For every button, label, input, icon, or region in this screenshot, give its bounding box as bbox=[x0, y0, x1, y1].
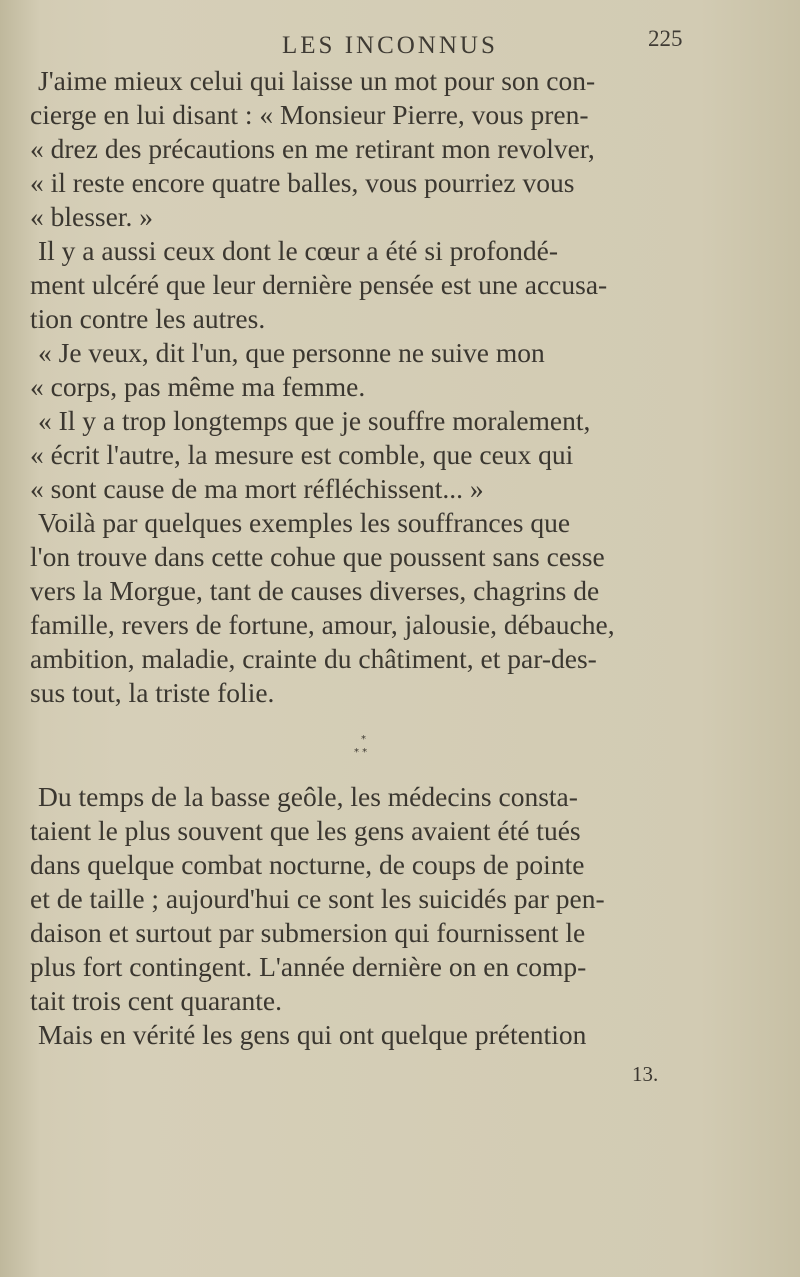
text-line: dans quelque combat nocturne, de coups de pointe bbox=[30, 849, 585, 880]
text-line: Du temps de la basse geôle, les médecins consta- bbox=[38, 781, 578, 812]
text-line: tait trois cent quarante. bbox=[30, 985, 282, 1016]
running-title: LES INCONNUS bbox=[282, 32, 498, 59]
text-line: « corps, pas même ma femme. bbox=[30, 371, 366, 402]
text-line: « écrit l'autre, la mesure est comble, que ceux qui bbox=[30, 439, 574, 470]
page-number: 225 bbox=[648, 26, 683, 51]
text-line: et de taille ; aujourd'hui ce sont les suicidés par pen- bbox=[30, 883, 605, 914]
text-line: Mais en vérité les gens qui ont quelque prétention bbox=[38, 1019, 587, 1050]
text-line: « drez des précautions en me retirant mon revolver, bbox=[30, 133, 595, 164]
section-separator-bottom: * * bbox=[354, 747, 368, 758]
text-line: cierge en lui disant : « Monsieur Pierre, vous pren- bbox=[30, 99, 589, 130]
text-line: taient le plus souvent que les gens avaient été tués bbox=[30, 815, 581, 846]
text-line: ment ulcéré que leur dernière pensée est une accusa- bbox=[30, 269, 608, 300]
text-line: J'aime mieux celui qui laisse un mot pour son con- bbox=[38, 65, 596, 96]
text-line: famille, revers de fortune, amour, jalousie, débauche, bbox=[30, 609, 615, 640]
running-head bbox=[0, 26, 800, 66]
text-line: plus fort contingent. L'année dernière on en comp- bbox=[30, 951, 587, 982]
text-line: « Il y a trop longtemps que je souffre moralement, bbox=[38, 405, 591, 436]
text-line: vers la Morgue, tant de causes diverses, chagrins de bbox=[30, 575, 600, 606]
text-line: ambition, maladie, crainte du châtiment, et par-des- bbox=[30, 643, 597, 674]
signature-mark: 13. bbox=[632, 1062, 659, 1086]
text-line: l'on trouve dans cette cohue que poussent sans cesse bbox=[30, 541, 605, 572]
text-line: daison et surtout par submersion qui fournissent le bbox=[30, 917, 586, 948]
text-line: « blesser. » bbox=[30, 201, 153, 232]
text-line: « il reste encore quatre balles, vous pourriez vous bbox=[30, 167, 575, 198]
text-line: « sont cause de ma mort réfléchissent... » bbox=[30, 473, 484, 504]
text-line: Voilà par quelques exemples les souffrances que bbox=[38, 507, 571, 538]
text-line: « Je veux, dit l'un, que personne ne suive mon bbox=[38, 337, 545, 368]
section-separator-top: * bbox=[361, 734, 366, 745]
text-line: tion contre les autres. bbox=[30, 303, 266, 334]
text-line: sus tout, la triste folie. bbox=[30, 677, 275, 708]
text-line: Il y a aussi ceux dont le cœur a été si profondé- bbox=[38, 235, 559, 266]
